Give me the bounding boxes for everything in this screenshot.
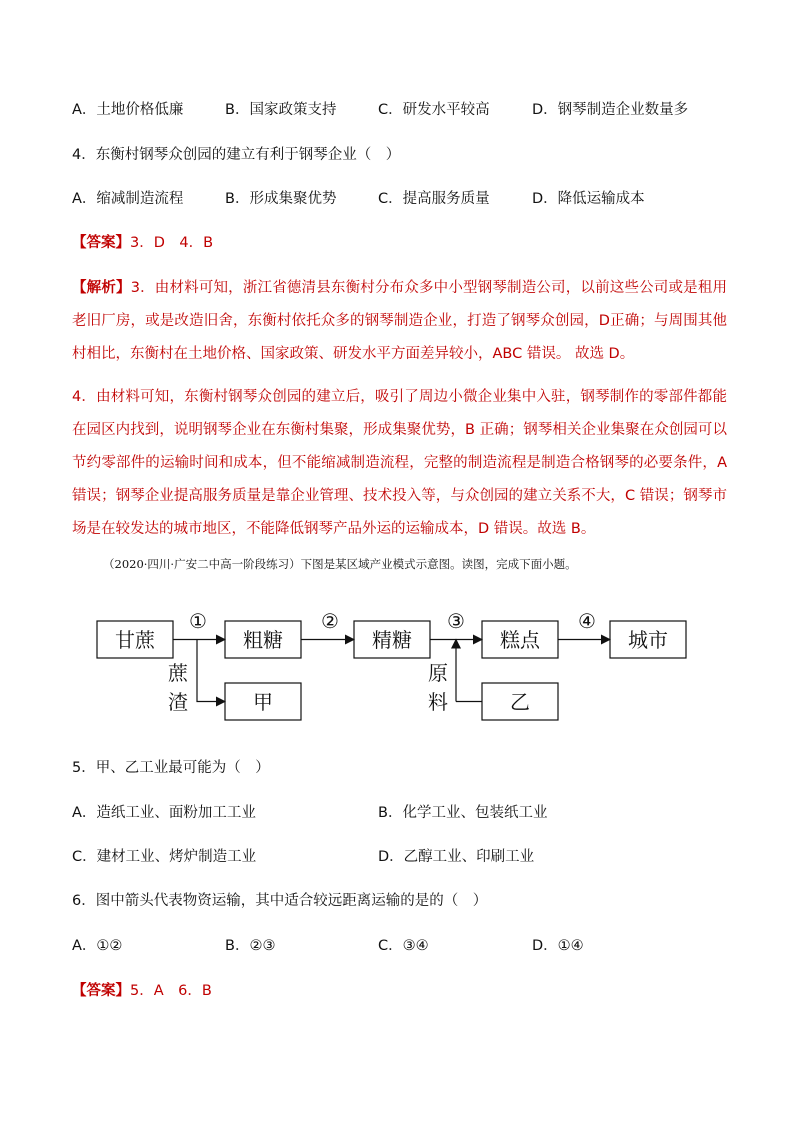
q6-option-b: B．②③	[225, 938, 276, 954]
box-refined-sugar-label: 精糖	[372, 628, 412, 652]
q5-stem: 5．甲、乙工业最可能为（ ）	[72, 760, 270, 776]
q4-option-c: C．提高服务质量	[378, 191, 490, 207]
analysis-q4: 4．由材料可知，东衡村钢琴众创园的建立后，吸引了周边小微企业集中入驻，钢琴制作的零部件都能在园区内找到，说明钢琴企业在东衡村集聚，形成集聚优势，B 正确；钢琴相关企业集聚在众创园可以节约零部件的运输时间和成本，但不能缩减制造流程，完整的制造流程是制造合格钢琴的必要条件，A 错误；钢琴企业提高服务质量是靠企业管理、技术投入等，与众创园的建立关系不大，C 错误；钢琴市场是在较发达的城市地区，不能降低钢琴产品外运的运输成本，D 错误。故选 B。	[72, 389, 727, 537]
answer-label: 【答案】	[72, 983, 130, 999]
q6-option-d: D．①④	[532, 938, 584, 954]
q3-option-c: C．研发水平较高	[378, 102, 490, 118]
answer-label: 【答案】	[72, 235, 130, 251]
box-sugarcane-label: 甘蔗	[115, 628, 155, 652]
box-city-label: 城市	[628, 628, 668, 652]
arrow-label-2: ②	[321, 609, 339, 633]
industry-flow-diagram	[90, 600, 700, 730]
figure-caption: （2020·四川·广安二中高一阶段练习）下图是某区域产业模式示意图。读图，完成下面小题。	[103, 557, 577, 571]
box-yi-label: 乙	[510, 690, 530, 714]
answer-text: 3．D 4．B	[130, 235, 214, 251]
box-raw-sugar-label: 粗糖	[243, 628, 283, 652]
arrow-label-4: ④	[578, 609, 596, 633]
label-material-1: 原	[428, 661, 448, 685]
arrow-bagasse	[197, 640, 225, 702]
q4-option-d: D．降低运输成本	[532, 191, 645, 207]
arrow-label-3: ③	[447, 609, 465, 633]
answer-text: 5．A 6．B	[130, 983, 212, 999]
label-bagasse-1: 蔗	[168, 661, 188, 685]
answer-block-2	[72, 981, 212, 1001]
arrow-label-1: ①	[189, 609, 207, 633]
q4-option-b: B．形成集聚优势	[225, 191, 337, 207]
q6-option-a: A．①②	[72, 938, 123, 954]
box-jia-label: 甲	[253, 690, 273, 714]
q5-option-b: B．化学工业、包装纸工业	[378, 805, 548, 821]
q5-option-d: D．乙醇工业、印刷工业	[378, 849, 535, 865]
q5-option-c: C．建材工业、烤炉制造工业	[72, 849, 257, 865]
answer-block-1	[72, 233, 213, 253]
q4-option-a: A．缩减制造流程	[72, 191, 184, 207]
q3-option-a: A．土地价格低廉	[72, 102, 184, 118]
q6-stem: 6．图中箭头代表物资运输，其中适合较远距离运输的是的（ ）	[72, 893, 488, 909]
q5-option-a: A．造纸工业、面粉加工工业	[72, 805, 256, 821]
q3-option-d: D．钢琴制造企业数量多	[532, 102, 689, 118]
q6-option-c: C．③④	[378, 938, 429, 954]
q4-stem: 4．东衡村钢琴众创园的建立有利于钢琴企业（ ）	[72, 147, 401, 163]
label-bagasse-2: 渣	[168, 690, 188, 714]
label-material-2: 料	[428, 690, 448, 714]
box-pastry-label: 糕点	[500, 628, 540, 652]
analysis-label: 【解析】	[72, 280, 131, 296]
analysis-q3-text: 3．由材料可知，浙江省德清县东衡村分布众多中小型钢琴制造公司，以前这些公司或是租用老旧厂房，或是改造旧舍，东衡村依托众多的钢琴制造企业，打造了钢琴众创园，D正确；与周围其他村相比，东衡村在土地价格、国家政策、研发水平方面差异较小，ABC 错误。 故选 D。	[72, 280, 728, 362]
analysis-q3	[72, 272, 727, 371]
q3-option-b: B．国家政策支持	[225, 102, 337, 118]
